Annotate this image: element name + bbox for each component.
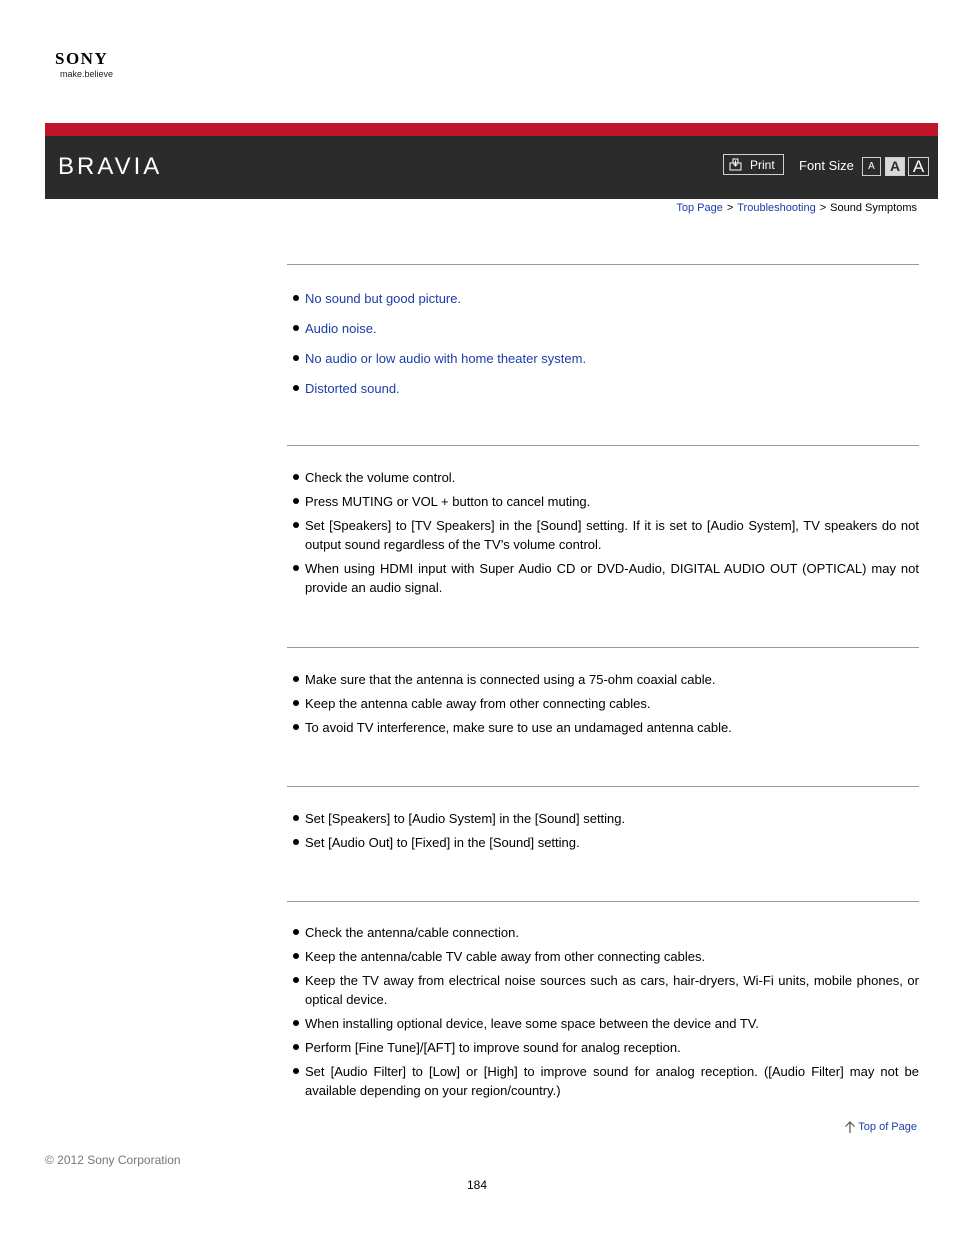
- list-item: Set [Speakers] to [TV Speakers] in the [Sound] setting. If it is set to [Audio System], TV speakers do not output sound regardless of the TV’s volume control.: [287, 516, 919, 554]
- list-item[interactable]: [287, 319, 919, 338]
- breadcrumb-troubleshooting[interactable]: Troubleshooting: [737, 202, 816, 214]
- section-divider: [287, 445, 919, 446]
- list-item: To avoid TV interference, make sure to use an undamaged antenna cable.: [287, 718, 919, 737]
- section-distorted-sound: [287, 901, 919, 1105]
- section-no-sound: [287, 445, 919, 602]
- symptom-link[interactable]: No sound but good picture.: [305, 291, 462, 306]
- list-item: Perform [Fine Tune]/[AFT] to improve sound for analog reception.: [287, 1038, 919, 1057]
- section-symptom-links: [287, 264, 919, 409]
- list-item: Keep the antenna cable away from other connecting cables.: [287, 694, 919, 713]
- list-item: Set [Audio Filter] to [Low] or [High] to improve sound for analog reception. ([Audio Filter] may not be available depending on your region/country.): [287, 1062, 919, 1100]
- print-icon: [729, 158, 742, 171]
- breadcrumb-separator: >: [726, 202, 734, 214]
- breadcrumb: [676, 202, 917, 214]
- font-size-large-button[interactable]: A: [908, 157, 929, 176]
- list-item[interactable]: [287, 379, 919, 398]
- list-item: Keep the TV away from electrical noise sources such as cars, hair-dryers, Wi-Fi units, mobile phones, or optical device.: [287, 971, 919, 1009]
- header-banner: [45, 123, 938, 199]
- print-label: Print: [750, 158, 775, 172]
- symptom-link[interactable]: Distorted sound.: [305, 381, 400, 396]
- list-item: Press MUTING or VOL + button to cancel muting.: [287, 492, 919, 511]
- list-item[interactable]: [287, 349, 919, 368]
- list-item: Check the volume control.: [287, 468, 919, 487]
- breadcrumb-separator: >: [819, 202, 827, 214]
- list-item[interactable]: [287, 289, 919, 308]
- page-number: 184: [466, 1178, 488, 1192]
- font-size-small-button[interactable]: A: [862, 157, 881, 176]
- section-audio-noise: [287, 647, 919, 742]
- brand-tagline: make.believe: [60, 69, 114, 79]
- symptom-link[interactable]: Audio noise.: [305, 321, 377, 336]
- section-home-theater: [287, 786, 919, 857]
- symptom-link[interactable]: No audio or low audio with home theater system.: [305, 351, 587, 366]
- section-divider: [287, 647, 919, 648]
- font-size-label: Font Size: [799, 158, 854, 173]
- breadcrumb-current: Sound Symptoms: [830, 202, 917, 214]
- section-divider: [287, 786, 919, 787]
- banner-accent-stripe: [45, 123, 938, 136]
- section-divider: [287, 264, 919, 265]
- product-logo: BRAVIA: [58, 153, 163, 180]
- list-item: Keep the antenna/cable TV cable away from other connecting cables.: [287, 947, 919, 966]
- sony-logo: [55, 50, 113, 79]
- top-of-page-link[interactable]: [844, 1121, 917, 1133]
- section-divider: [287, 901, 919, 902]
- list-item: When installing optional device, leave some space between the device and TV.: [287, 1014, 919, 1033]
- print-button[interactable]: [723, 154, 784, 175]
- list-item: Check the antenna/cable connection.: [287, 923, 919, 942]
- list-item: Make sure that the antenna is connected using a 75-ohm coaxial cable.: [287, 670, 919, 689]
- top-of-page-label[interactable]: Top of Page: [858, 1121, 917, 1133]
- breadcrumb-top-page[interactable]: Top Page: [676, 202, 723, 214]
- copyright: © 2012 Sony Corporation: [45, 1153, 181, 1167]
- list-item: Set [Audio Out] to [Fixed] in the [Sound] setting.: [287, 833, 919, 852]
- arrow-up-icon: [844, 1121, 856, 1133]
- font-size-medium-button[interactable]: A: [885, 157, 905, 176]
- brand-name: SONY: [55, 49, 109, 68]
- list-item: When using HDMI input with Super Audio CD or DVD-Audio, DIGITAL AUDIO OUT (OPTICAL) may not provide an audio signal.: [287, 559, 919, 597]
- list-item: Set [Speakers] to [Audio System] in the [Sound] setting.: [287, 809, 919, 828]
